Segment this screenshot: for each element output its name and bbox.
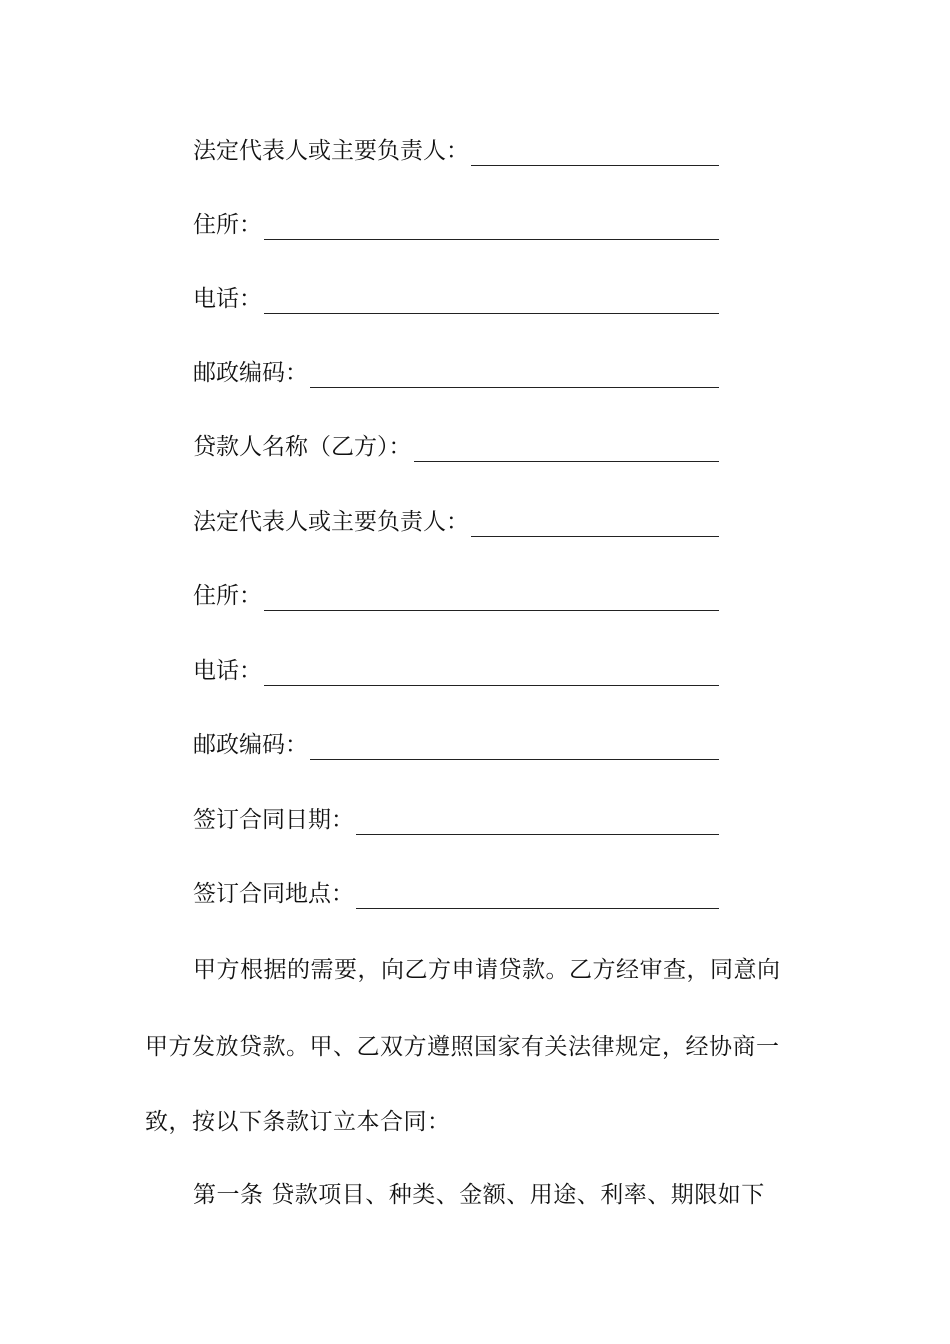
fill-in-blank[interactable] [310,363,719,388]
field-label: 签订合同日期： [193,807,354,833]
body-paragraph-line-3: 致，按以下条款订立本合同： [145,1109,451,1135]
lender-address-field[interactable] [193,577,719,611]
article-1-heading: 第一条 贷款项目、种类、金额、用途、利率、期限如下 [193,1182,765,1208]
fill-in-blank[interactable] [264,586,719,611]
field-label: 电话： [193,658,262,684]
lender-legal-rep-field[interactable] [193,503,719,537]
lender-postcode-field[interactable] [193,726,719,760]
fill-in-blank[interactable] [310,735,719,760]
body-paragraph-line-2: 甲方发放贷款。甲、乙双方遵照国家有关法律规定，经协商一 [145,1034,780,1060]
fill-in-blank[interactable] [356,810,719,835]
field-label: 邮政编码： [193,732,308,758]
field-label: 法定代表人或主要负责人： [193,509,469,535]
field-label: 住所： [193,212,262,238]
borrower-legal-rep-field[interactable] [193,132,719,166]
field-label: 住所： [193,583,262,609]
field-label: 签订合同地点： [193,881,354,907]
borrower-phone-field[interactable] [193,280,719,314]
fill-in-blank[interactable] [471,141,719,166]
fill-in-blank[interactable] [264,661,719,686]
field-label: 电话： [193,286,262,312]
signing-place-field[interactable] [193,875,719,909]
lender-phone-field[interactable] [193,652,719,686]
fill-in-blank[interactable] [471,512,719,537]
lender-name-field[interactable] [193,428,719,462]
field-label: 法定代表人或主要负责人： [193,138,469,164]
fill-in-blank[interactable] [356,884,719,909]
field-label: 贷款人名称（乙方）： [193,434,412,460]
borrower-address-field[interactable] [193,206,719,240]
fill-in-blank[interactable] [414,437,720,462]
signing-date-field[interactable] [193,801,719,835]
field-label: 邮政编码： [193,360,308,386]
borrower-postcode-field[interactable] [193,354,719,388]
fill-in-blank[interactable] [264,215,719,240]
fill-in-blank[interactable] [264,289,719,314]
body-paragraph-line-1: 甲方根据的需要，向乙方申请贷款。乙方经审查，同意向 [193,957,781,983]
